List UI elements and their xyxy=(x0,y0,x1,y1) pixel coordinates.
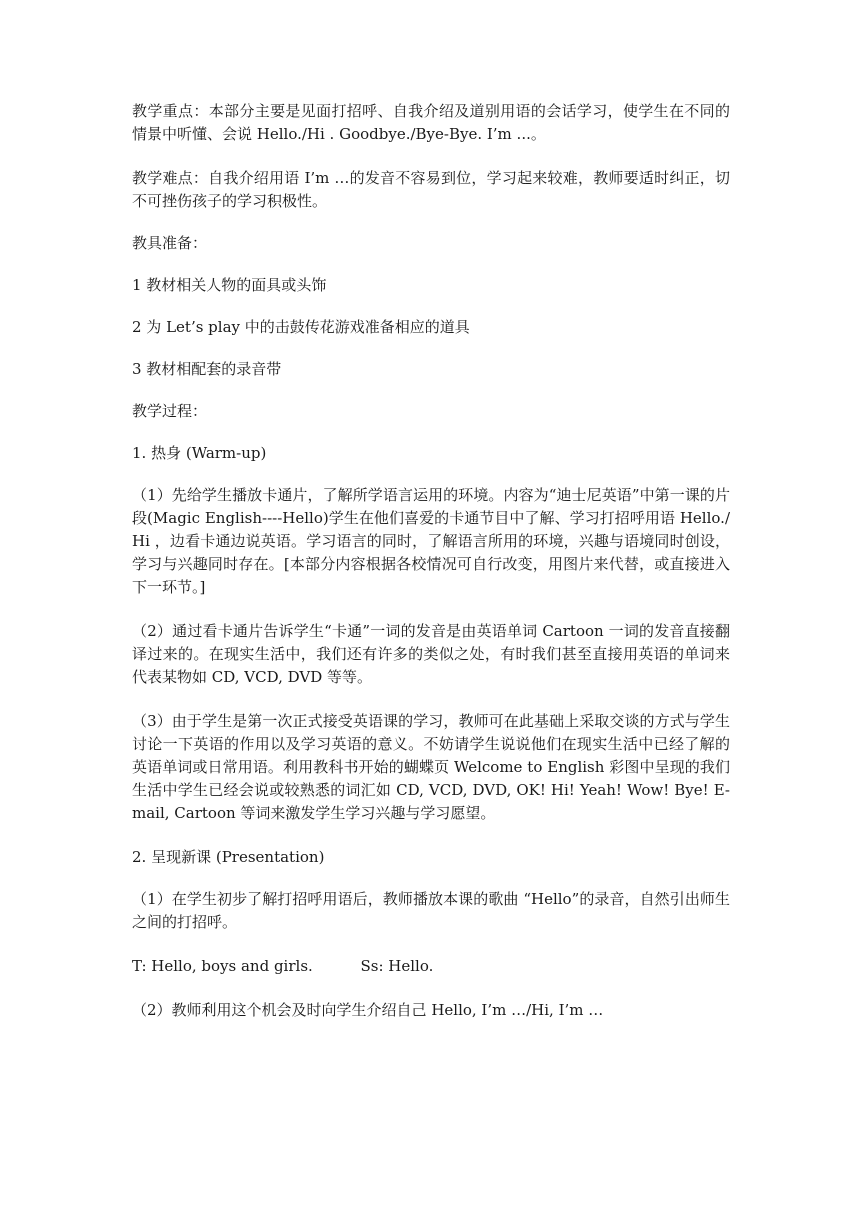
materials-item-2: 2 为 Let’s play 中的击鼓传花游戏准备相应的道具 xyxy=(132,318,470,336)
document-body xyxy=(132,100,730,1022)
dialog-line: T: Hello, boys and girls. Ss: Hello. xyxy=(132,957,434,975)
process-heading: 教学过程： xyxy=(132,402,208,420)
section-warm-up-heading: 1. 热身 (Warm-up) xyxy=(132,444,267,462)
teaching-difficulty-paragraph: 教学难点：自我介绍用语 I’m …的发音不容易到位，学习起来较难，教师要适时纠正，切不可挫伤孩子的学习积极性。 xyxy=(132,169,730,210)
warm-up-step-3: （3）由于学生是第一次正式接受英语课的学习，教师可在此基础上采取交谈的方式与学生讨论一下英语的作用以及学习英语的意义。不妨请学生说说他们在现实生活中已经了解的英语单词或日常用语。利用教科书开始的蝴蝶页 Welcome to English 彩图中呈现的我们生活中学生已经会说或较熟悉的词汇如 CD, VCD, DVD, OK! Hi! Yeah! Wow! Bye! E-mail, Cartoon 等词来激发学生学习兴趣与学习愿望。 xyxy=(132,712,730,822)
warm-up-step-1: （1）先给学生播放卡通片，了解所学语言运用的环境。内容为“迪士尼英语”中第一课的片段(Magic English----Hello)学生在他们喜爱的卡通节目中了解、学习打招呼用语 Hello./Hi ，边看卡通边说英语。学习语言的同时，了解语言所用的环境，兴趣与语境同时创设，学习与兴趣同时存在。[本部分内容根据各校情况可自行改变，用图片来代替，或直接进入下一环节。] xyxy=(132,486,730,596)
materials-item-1: 1 教材相关人物的面具或头饰 xyxy=(132,276,327,294)
presentation-step-1: （1）在学生初步了解打招呼用语后，教师播放本课的歌曲 “Hello”的录音，自然引出师生之间的打招呼。 xyxy=(132,890,730,931)
teaching-focus-paragraph: 教学重点：本部分主要是见面打招呼、自我介绍及道别用语的会话学习，使学生在不同的情景中听懂、会说 Hello./Hi . Goodbye./Bye-Bye. I’m ...。 xyxy=(132,102,730,143)
warm-up-step-2: （2）通过看卡通片告诉学生“卡通”一词的发音是由英语单词 Cartoon 一词的发音直接翻译过来的。在现实生活中，我们还有许多的类似之处，有时我们甚至直接用英语的单词来代表某物如 CD, VCD, DVD 等等。 xyxy=(132,622,730,686)
materials-heading: 教具准备： xyxy=(132,234,208,252)
materials-item-3: 3 教材相配套的录音带 xyxy=(132,360,282,378)
section-presentation-heading: 2. 呈现新课 (Presentation) xyxy=(132,848,325,866)
presentation-step-2: （2）教师利用这个机会及时向学生介绍自己 Hello, I’m …/Hi, I’m … xyxy=(132,1001,604,1019)
